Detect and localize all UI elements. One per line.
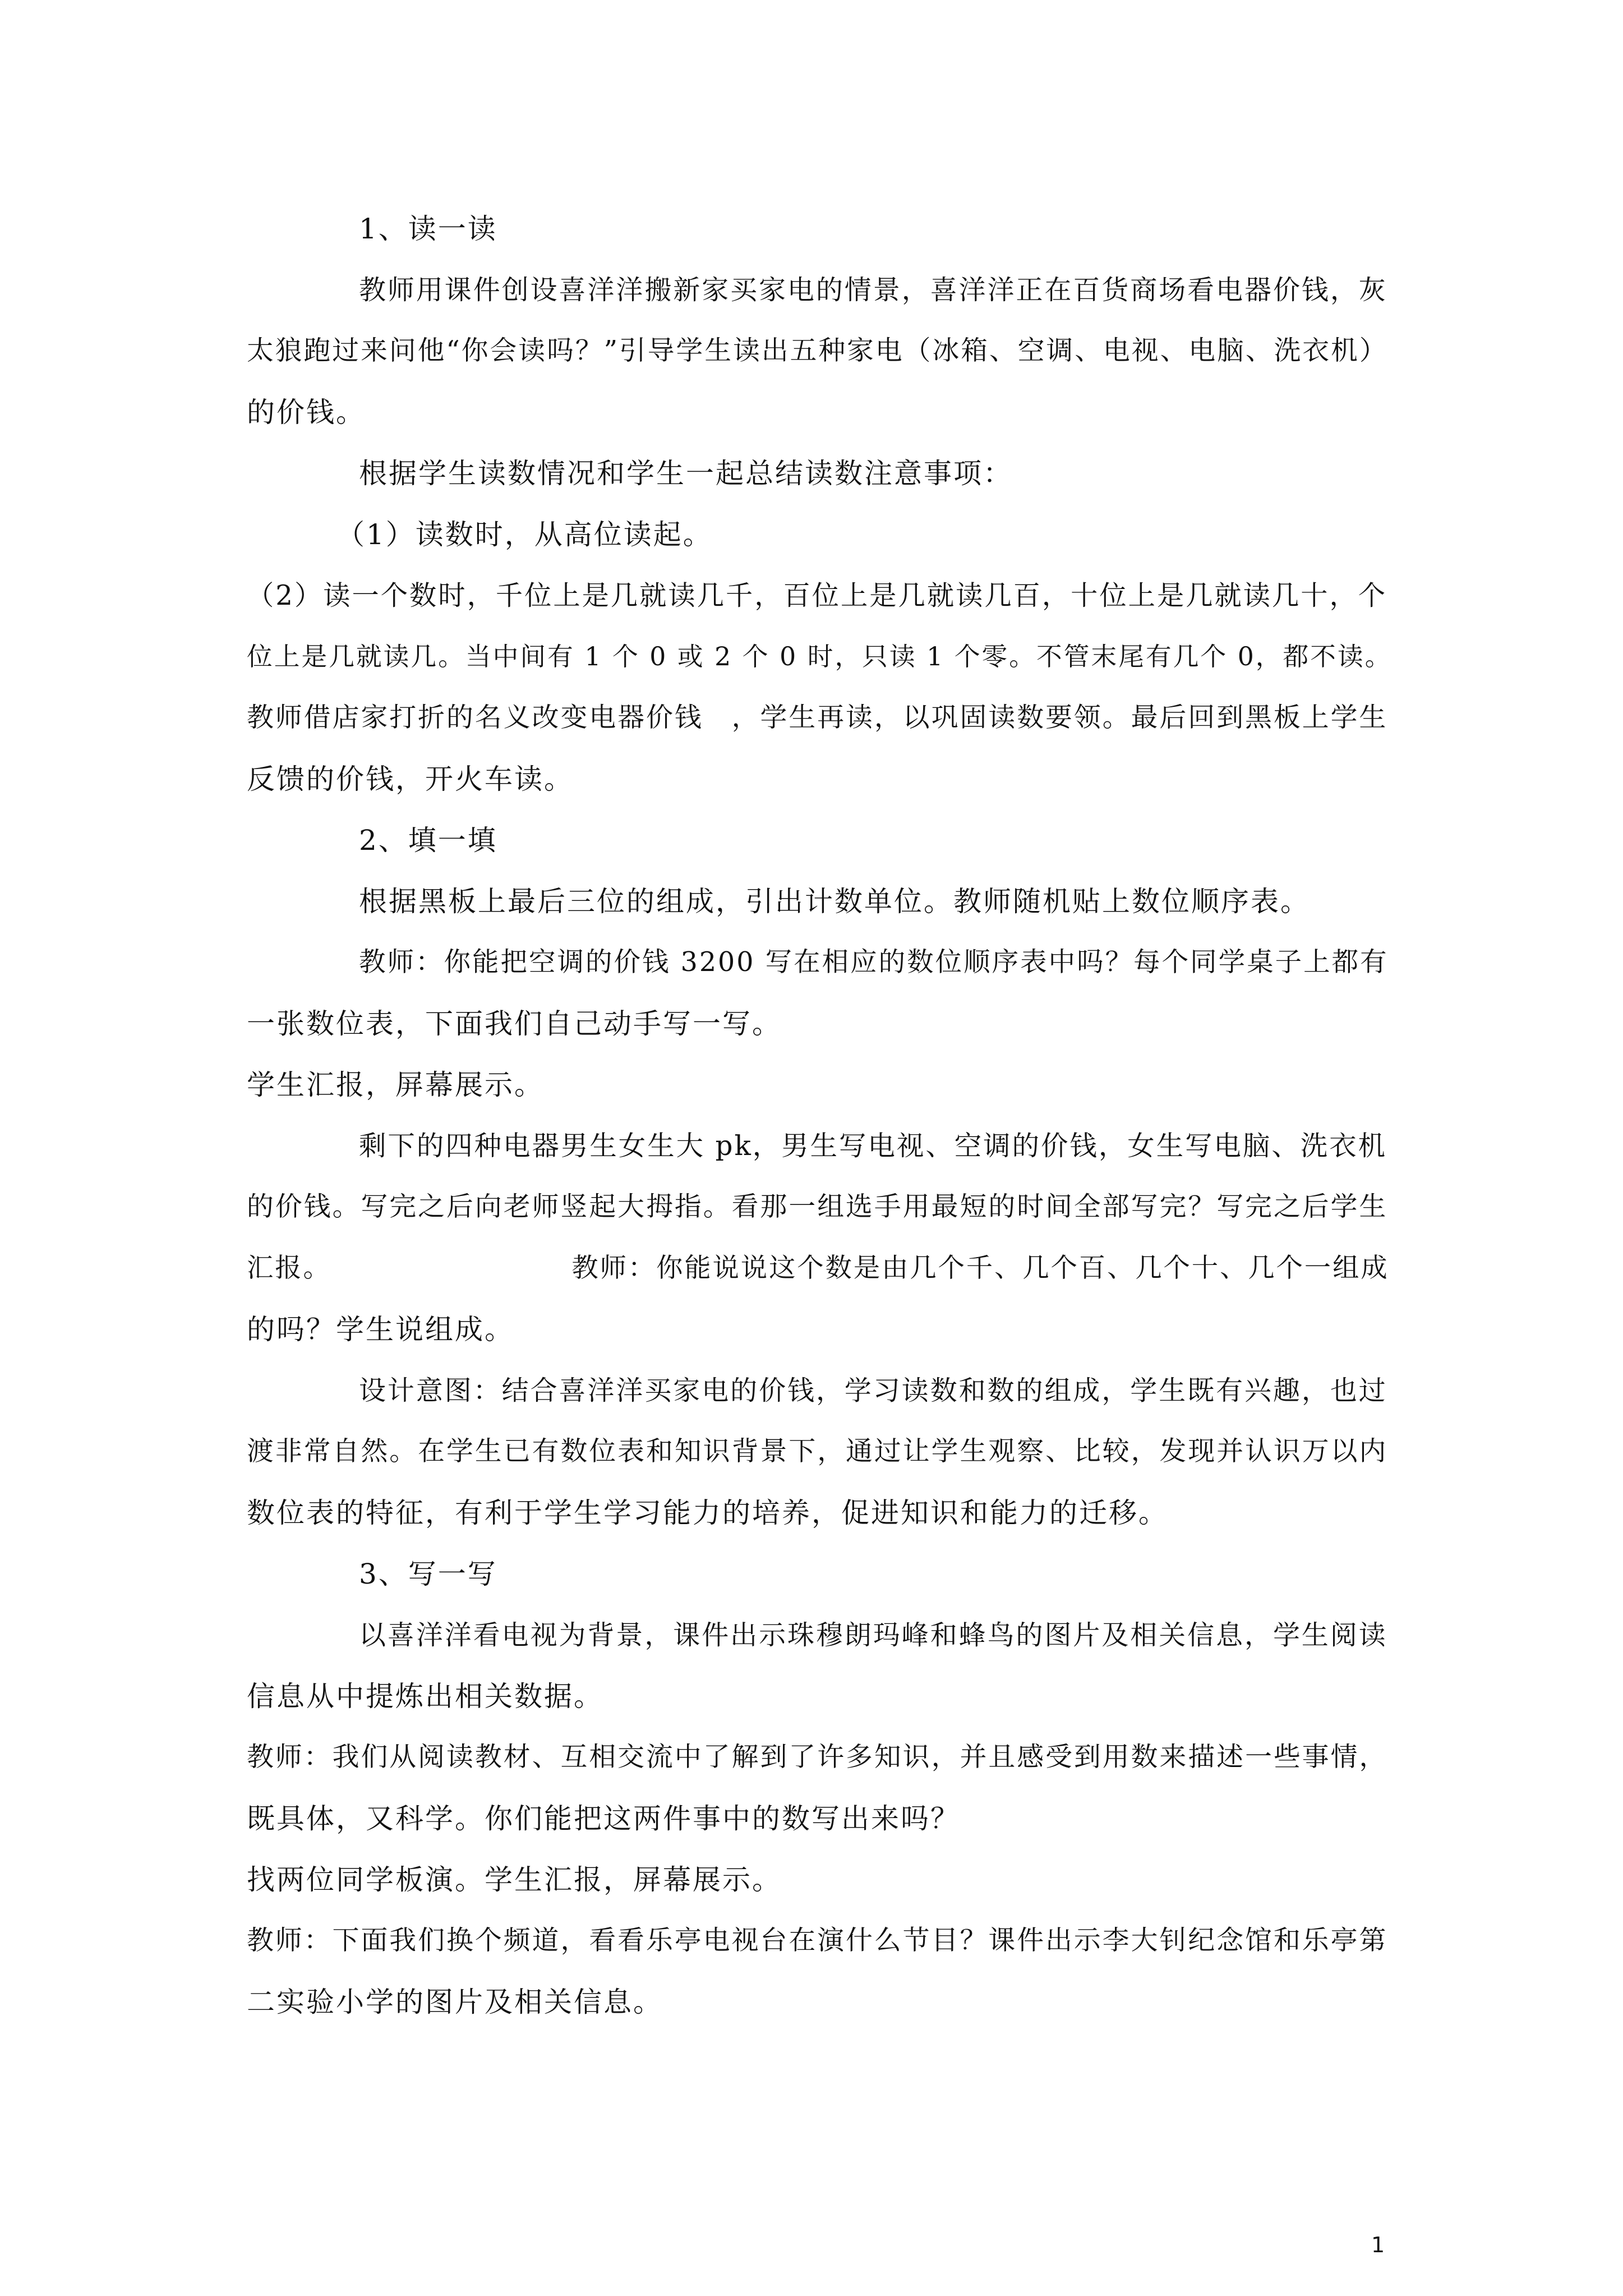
paragraph-line: 二实验小学的图片及相关信息。 [247,1986,663,2018]
list-item: （1）读数时，从高位读起。 [336,518,713,551]
paragraph-line: 找两位同学板演。学生汇报，屏幕展示。 [247,1864,782,1896]
paragraph-line: 信息从中提炼出相关数据。 [247,1680,603,1713]
paragraph-line: 既具体，又科学。你们能把这两件事中的数写出来吗？ [247,1802,960,1835]
design-intent-line: 数位表的特征，有利于学生学习能力的培养，促进知识和能力的迁移。 [247,1497,1168,1529]
paragraph-line: 教师：你能把空调的价钱 3200 写在相应的数位顺序表中吗？每个同学桌子上都有 [359,947,1389,978]
heading-write: 3、写一写 [359,1558,497,1590]
paragraph-line: 位上是几就读几。当中间有 1 个 0 或 2 个 0 时，只读 1 个零。不管末尾有几个 0，都不读。 [247,642,1393,671]
paragraph-line: 教师借店家打折的名义改变电器价钱 ，学生再读，以巩固读数要领。最后回到黑板上学生 [247,702,1388,733]
paragraph-line: 太狼跑过来问他“你会读吗？”引导学生读出五种家电（冰箱、空调、电视、电脑、洗衣机） [247,335,1388,366]
paragraph-line: 根据黑板上最后三位的组成，引出计数单位。教师随机贴上数位顺序表。 [359,885,1310,918]
paragraph-line: 以喜洋洋看电视为背景，课件出示珠穆朗玛峰和蜂鸟的图片及相关信息，学生阅读 [359,1619,1387,1651]
paragraph-line: 的吗？学生说组成。 [247,1313,514,1346]
list-item: （2）读一个数时，千位上是几就读几千，百位上是几就读几百，十位上是几就读几十，个 [247,580,1387,611]
page-number: 1 [1371,2233,1385,2257]
paragraph-line: 教师用课件创设喜洋洋搬新家买家电的情景，喜洋洋正在百货商场看电器价钱，灰 [359,274,1387,306]
paragraph-line: 剩下的四种电器男生女生大 pk，男生写电视、空调的价钱，女生写电脑、洗衣机 [359,1130,1387,1162]
paragraph-line: 的价钱。 [247,396,366,429]
paragraph-line: 根据学生读数情况和学生一起总结读数注意事项： [359,457,1013,490]
design-intent-line: 渡非常自然。在学生已有数位表和知识背景下，通过让学生观察、比较，发现并认识万以内 [247,1436,1388,1467]
paragraph-line: 汇报。 教师：你能说说这个数是由几个千、几个百、几个十、几个一组成 [247,1253,1389,1283]
design-intent-line: 设计意图：结合喜洋洋买家电的价钱，学习读数和数的组成，学生既有兴趣，也过 [359,1375,1387,1406]
paragraph-line: 的价钱。写完之后向老师竖起大拇指。看那一组选手用最短的时间全部写完？写完之后学生 [247,1191,1388,1222]
paragraph-line: 学生汇报，屏幕展示。 [247,1069,544,1101]
paragraph-line: 教师：下面我们换个频道，看看乐亭电视台在演什么节目？课件出示李大钊纪念馆和乐亭第 [247,1925,1388,1956]
paragraph-line: 一张数位表，下面我们自己动手写一写。 [247,1007,782,1040]
heading-read: 1、读一读 [359,213,497,245]
paragraph-line: 反馈的价钱，开火车读。 [247,763,574,795]
paragraph-line: 教师：我们从阅读教材、互相交流中了解到了许多知识，并且感受到用数来描述一些事情， [247,1742,1388,1773]
heading-fill: 2、填一填 [359,824,497,857]
